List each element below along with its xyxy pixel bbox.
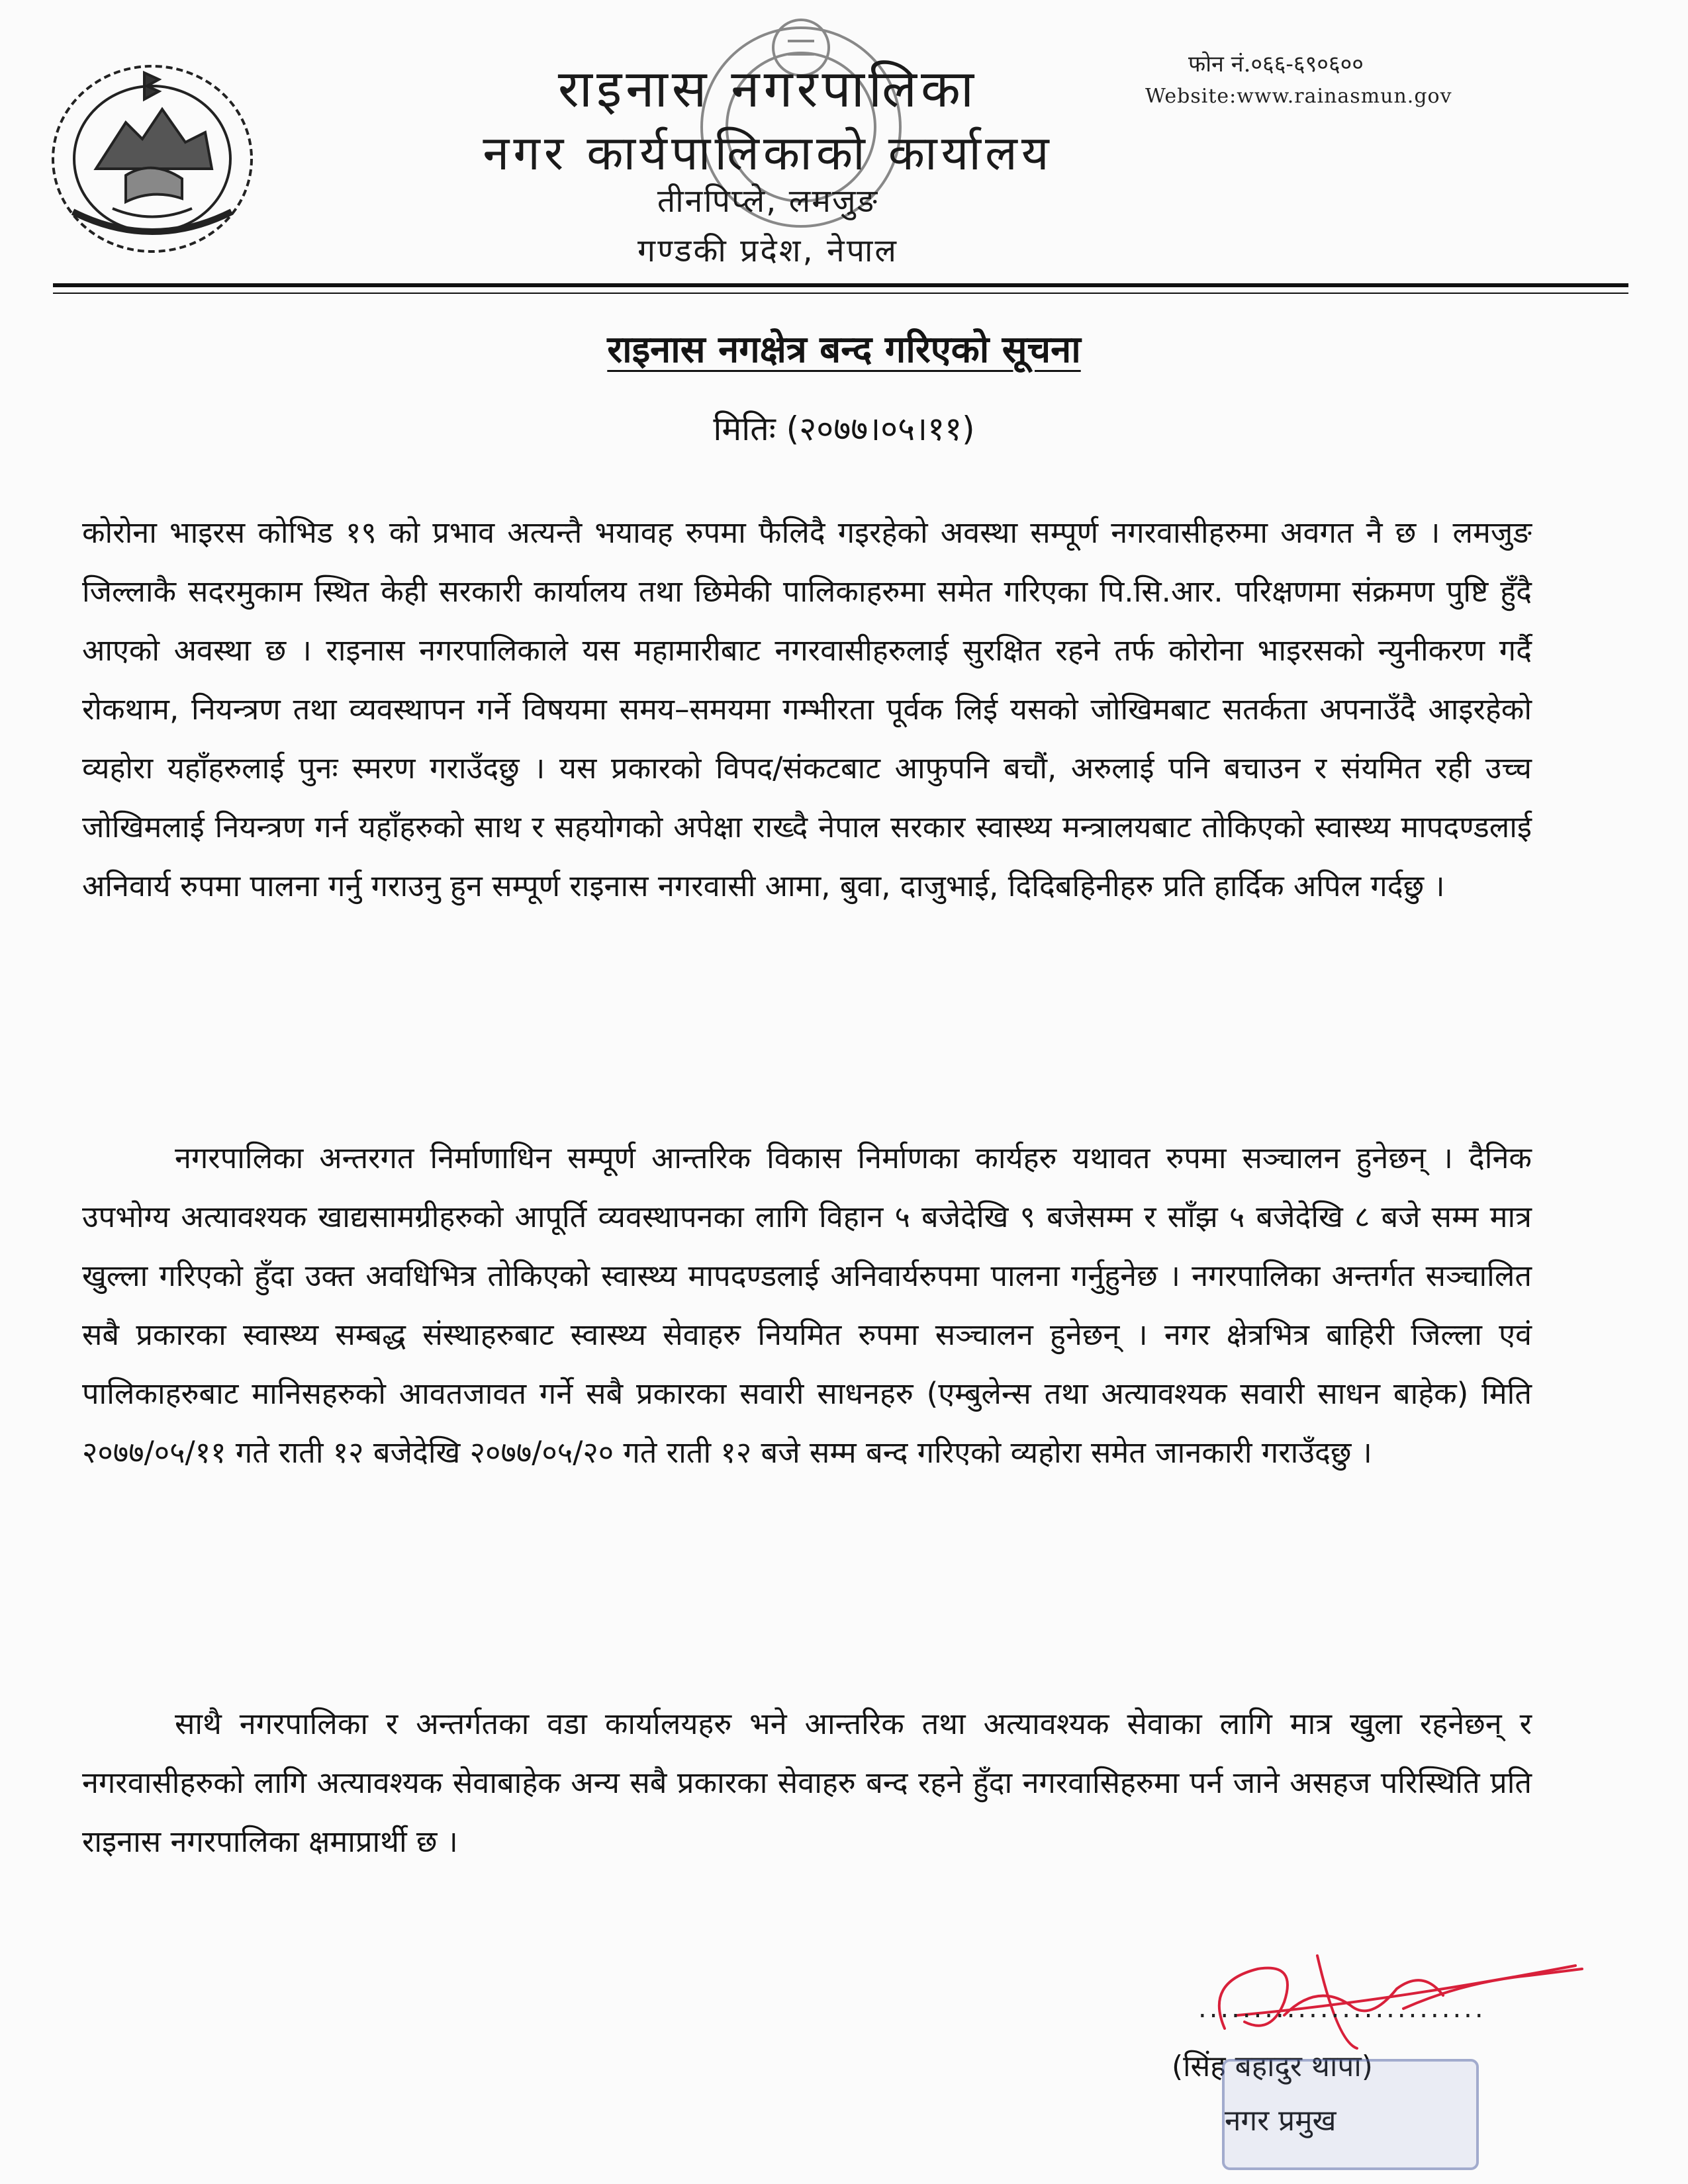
- notice-title: [0, 323, 1688, 373]
- header-divider-thick: [53, 283, 1628, 287]
- body-paragraph-1: कोरोना भाइरस कोभिड १९ को प्रभाव अत्यन्तै भयावह रुपमा फैलिदै गइरहेको अवस्था सम्पूर्ण नगरवासीहरुमा अवगत नै छ । लमजुङ जिल्लाकै सदरमुकाम स्थित केही सरकारी कार्यालय तथा छिमेकी पालिकाहरुमा समेत गरिएका पि.सि.आर. परिक्षणमा संक्रमण पुष्टि हुँदै आएको अवस्था छ । राइनास नगरपालिकाले यस महामारीबाट नगरवासीहरुलाई सुरक्षित रहने तर्फ कोरोना भाइरसको न्युनीकरण गर्दै रोकथाम, नियन्त्रण तथा व्यवस्थापन गर्ने विषयमा समय–समयमा गम्भीरता पूर्वक लिई यसको जोखिमबाट सतर्कता अपनाउँदै आइरहेको व्यहोरा यहाँहरुलाई पुनः स्मरण गराउँदछु । यस प्रकारको विपद/संकटबाट आफुपनि बचौं, अरुलाई पनि बचाउन र संयमित रही उच्च जोखिमलाई नियन्त्रण गर्न यहाँहरुको साथ र सहयोगको अपेक्षा राख्दै नेपाल सरकार स्वास्थ्य मन्त्रालयबाट तोकिएको स्वास्थ्य मापदण्डलाई अनिवार्य रुपमा पालना गर्नु गराउनु हुन सम्पूर्ण राइनास नगरवासी आमा, बुवा, दाजुभाई, दिदिबहिनीहरु प्रति हार्दिक अपिल गर्दछु ।: [82, 515, 1532, 903]
- body-paragraph-2: नगरपालिका अन्तरगत निर्माणाधिन सम्पूर्ण आन्तरिक विकास निर्माणका कार्यहरु यथावत रुपमा सञ्चालन हुनेछन् । दैनिक उपभोग्य अत्यावश्यक खाद्यसामग्रीहरुको आपूर्ति व्यवस्थापनका लागि विहान ५ बजेदेखि ९ बजेसम्म र साँझ ५ बजेदेखि ८ बजे सम्म मात्र खुल्ला गरिएको हुँदा उक्त अवधिभित्र तोकिएको स्वास्थ्य मापदण्डलाई अनिवार्यरुपमा पालना गर्नुहुनेछ । नगरपालिका अन्तर्गत सञ्चालित सबै प्रकारका स्वास्थ्य सम्बद्ध संस्थाहरुबाट स्वास्थ्य सेवाहरु नियमित रुपमा सञ्चालन हुनेछन् । नगर क्षेत्रभित्र बाहिरी जिल्ला एवं पालिकाहरुबाट मानिसहरुको आवतजावत गर्ने सबै प्रकारका सवारी साधनहरु (एम्बुलेन्स तथा अत्यावश्यक सवारी साधन बाहेक) मिति २०७७/०५/११ गते राती १२ बजेदेखि २०७७/०५/२० गते राती १२ बजे सम्म बन्द गरिएको व्यहोरा समेत जानकारी गराउँदछु ।: [82, 1140, 1532, 1470]
- phone-number: फोन नं.०६६-६९०६००: [1188, 51, 1364, 77]
- signatory-designation: नगर प्रमुख: [1225, 2104, 1336, 2138]
- mayor-stamp-icon: [1218, 2055, 1483, 2174]
- signature-line: ..........................: [1198, 1993, 1486, 2024]
- body-paragraph-3: साथै नगरपालिका र अन्तर्गतका वडा कार्यालयहरु भने आन्तरिक तथा अत्यावश्यक सेवाका लागि मात्र खुला रहनेछन् र नगरवासीहरुको लागि अत्यावश्यक सेवाबाहेक अन्य सबै प्रकारका सेवाहरु बन्द रहने हुँदा नगरवासिहरुमा पर्न जाने असहज परिस्थिति प्रति राइनास नगरपालिका क्षमाप्रार्थी छ ।: [82, 1706, 1532, 1859]
- notice-date: मितिः (२०७७।०५।११): [713, 410, 975, 448]
- nepal-emblem-icon: [33, 53, 271, 265]
- signatory-name: (सिंह बहादुर थापा): [1172, 2050, 1373, 2083]
- notice-title-text: राइनास नगक्षेत्र बन्द गरिएको सूचना: [607, 328, 1081, 371]
- province-country: गण्डकी प्रदेश, नेपाल: [637, 232, 898, 269]
- website-address: Website:www.rainasmun.gov: [1145, 85, 1452, 108]
- office-location: तीनपिप्ले, लमजुङ: [657, 183, 879, 220]
- office-name: नगर कार्यपालिकाको कार्यालय: [483, 125, 1053, 181]
- municipality-name: राइनास नगरपालिका: [557, 60, 978, 119]
- header-divider-thin: [53, 293, 1628, 294]
